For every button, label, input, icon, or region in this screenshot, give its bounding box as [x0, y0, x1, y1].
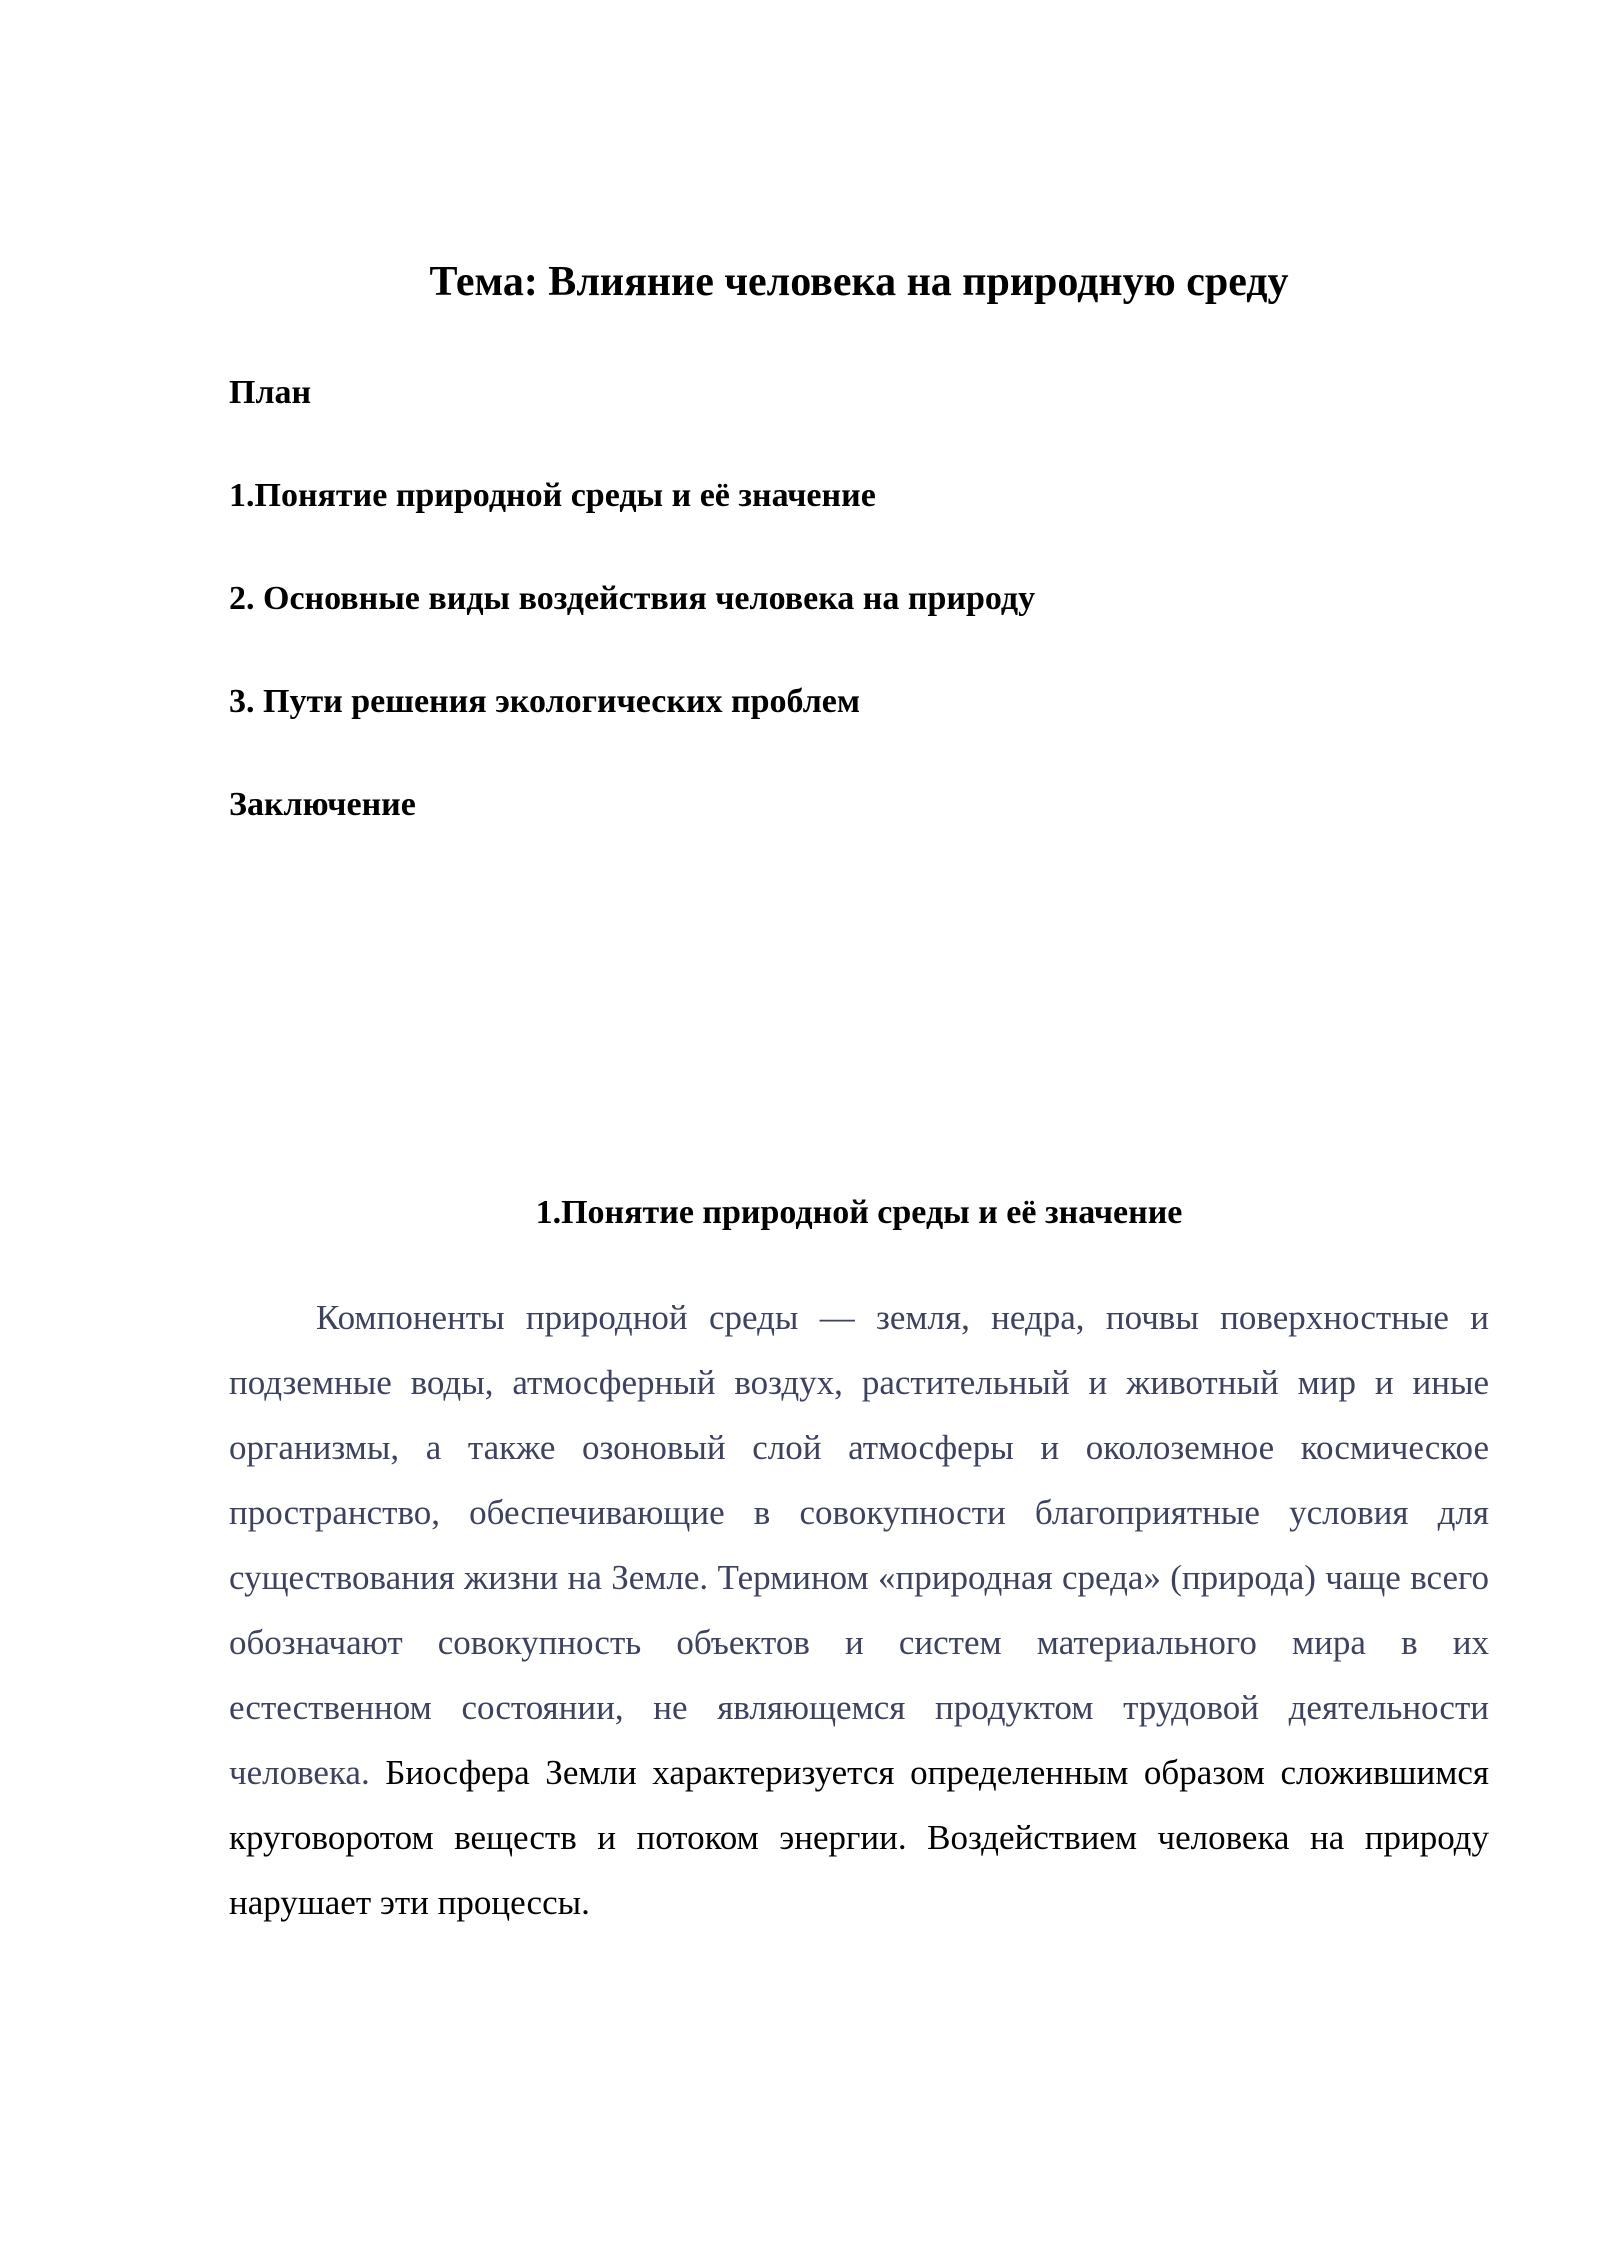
plan-item-2: 2. Основные виды воздействия человека на природу [229, 580, 1036, 617]
plan-item-conclusion: Заключение [229, 786, 416, 823]
section-1-heading: 1.Понятие природной среды и её значение [535, 1194, 1183, 1231]
paragraph-quoted-part: Компоненты природной среды — земля, недра, почвы поверхностные и подземные воды, атмосферный воздух, растительный и животный мир и иные организмы, а также озоновый слой атмосферы и околоземное космическое пространство, обеспечивающие в совокупности благоприятные условия для существования жизни на Земле. Термином «природная среда» (природа) чаще всего обозначают совокупность объектов и систем материального мира в их естественном состоянии, не являющемся продуктом трудовой деятельности человека. [229, 1298, 1489, 1792]
plan-heading: План [229, 374, 312, 411]
section-1-paragraph [229, 1285, 1489, 1935]
document-title: Тема: Влияние человека на природную среду [429, 259, 1289, 305]
paragraph-plain-part: Биосфера Земли характеризуется определенным образом сложившимся круговоротом веществ и потоком энергии. Воздействием человека на природу нарушает эти процессы. [229, 1753, 1489, 1922]
plan-item-3: 3. Пути решения экологических проблем [229, 683, 861, 720]
plan-item-1: 1.Понятие природной среды и её значение [229, 477, 876, 514]
